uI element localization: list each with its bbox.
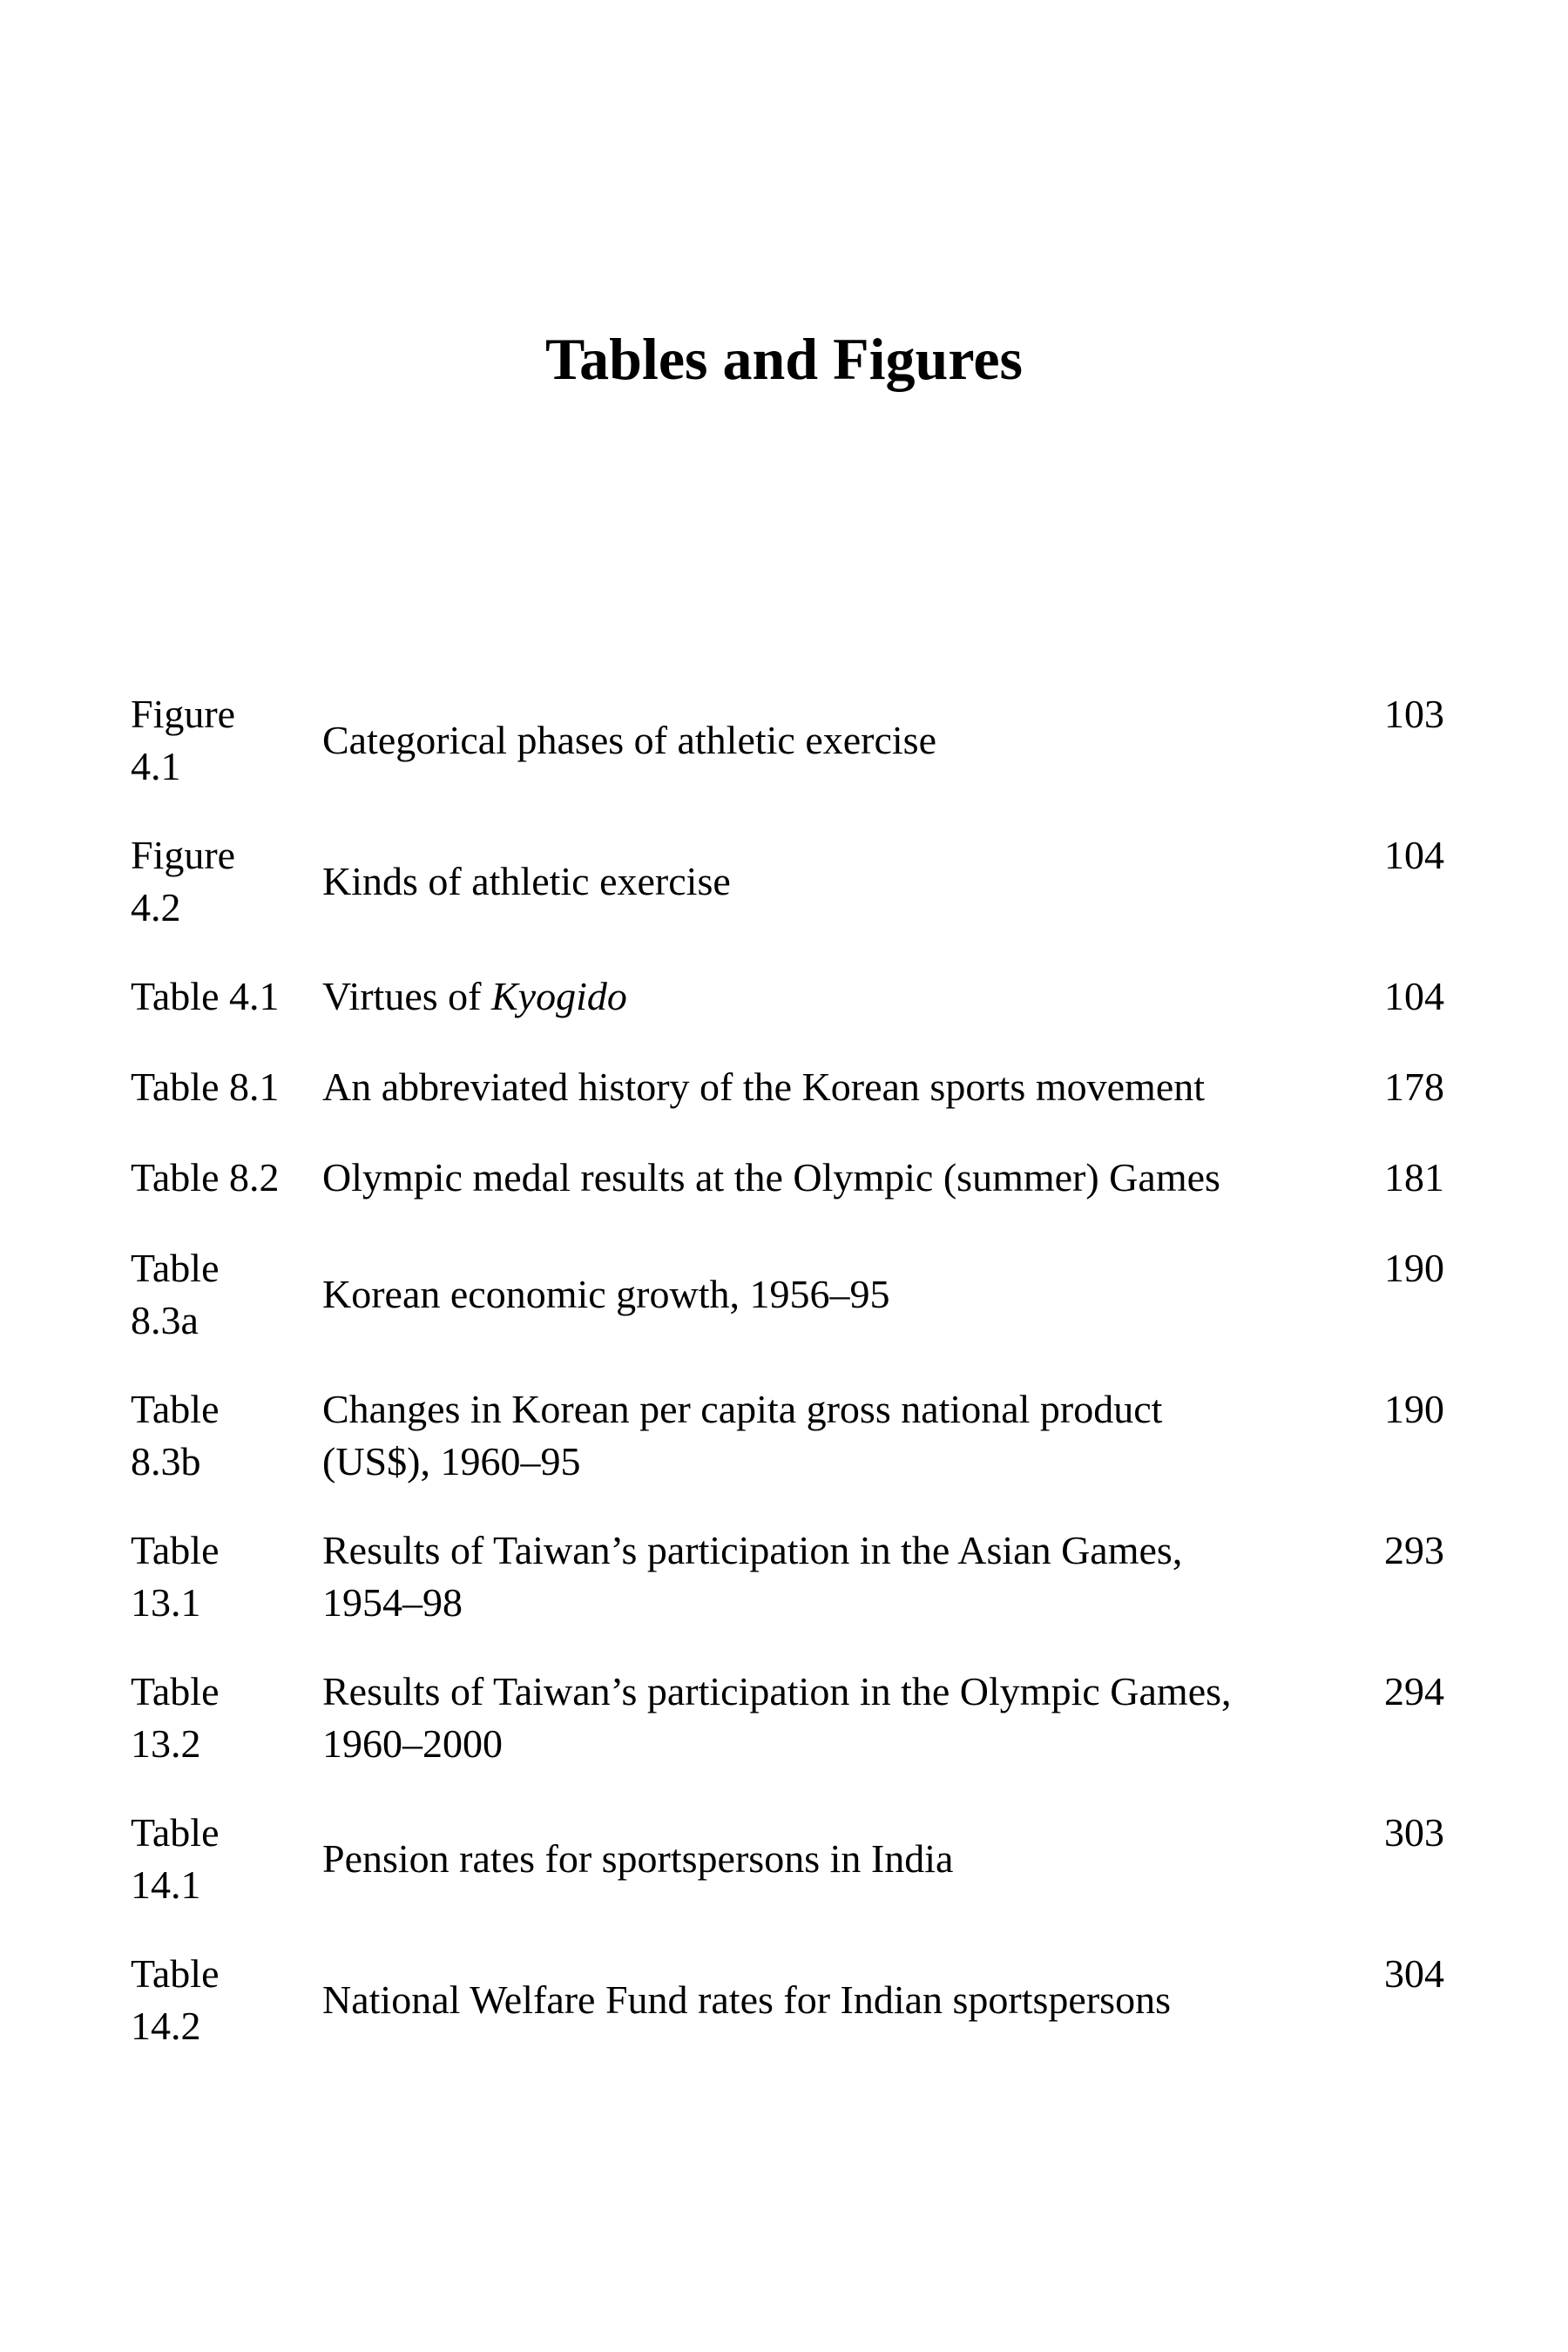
entry-label-number: 14.2 <box>131 2004 201 2048</box>
entry-description-line-2: 1960–2000 <box>322 1721 503 1766</box>
entry-page-number: 293 <box>1384 1528 1444 1572</box>
entry-label <box>131 1807 322 1911</box>
list-item <box>131 1061 1444 1113</box>
list-item <box>131 829 1444 934</box>
entry-label <box>131 1666 322 1770</box>
entry-page-number: 103 <box>1384 692 1444 736</box>
entry-description-text: Virtues of <box>322 974 491 1018</box>
entry-label-number: 13.1 <box>131 1580 201 1625</box>
entry-label <box>131 1524 322 1629</box>
list-item <box>131 1666 1444 1770</box>
entry-description-line-1: Changes in Korean per capita gross national product <box>322 1387 1163 1431</box>
entry-description: An abbreviated history of the Korean sports movement <box>322 1064 1206 1109</box>
list-item <box>131 688 1444 793</box>
list-item <box>131 1383 1444 1488</box>
entry-label <box>131 1242 322 1347</box>
entry-page-number: 190 <box>1384 1246 1444 1290</box>
entry-description: Kinds of athletic exercise <box>322 859 731 903</box>
entry-description <box>322 970 1366 1023</box>
entry-label-number: 4.2 <box>131 885 181 929</box>
entry-label <box>131 688 322 793</box>
entry-label-type: Table <box>131 1810 220 1855</box>
entry-label-type: Table <box>131 1387 220 1431</box>
entry-label <box>131 1383 322 1488</box>
entry-page-number: 294 <box>1384 1669 1444 1713</box>
entry-description: National Welfare Fund rates for Indian sportspersons <box>322 1977 1171 2022</box>
entry-page-number: 178 <box>1384 1064 1444 1109</box>
entry-description: Pension rates for sportspersons in India <box>322 1836 954 1881</box>
entry-label-number: 4.1 <box>131 744 181 788</box>
entry-label-type: Table <box>131 1528 220 1572</box>
entry-description <box>322 1524 1366 1629</box>
list-item <box>131 1242 1444 1347</box>
entry-label-number: 8.3b <box>131 1439 201 1484</box>
list-item <box>131 1807 1444 1911</box>
tables-and-figures-list <box>131 688 1444 2089</box>
entry-description-line-1: Results of Taiwan’s participation in the Olympic Games, <box>322 1669 1232 1713</box>
entry-page-number: 181 <box>1384 1155 1444 1200</box>
entry-description-line-1: Results of Taiwan’s participation in the Asian Games, <box>322 1528 1183 1572</box>
entry-description <box>322 1383 1366 1488</box>
entry-description: Categorical phases of athletic exercise <box>322 718 937 762</box>
entry-description-italic: Kyogido <box>490 974 627 1018</box>
entry-page-number: 304 <box>1384 1951 1444 1996</box>
entry-description-line-2: 1954–98 <box>322 1580 463 1625</box>
entry-page-number: 104 <box>1384 833 1444 877</box>
entry-label-type: Table <box>131 1951 220 1996</box>
entry-label <box>131 1948 322 2052</box>
list-item <box>131 970 1444 1023</box>
entry-label-type: Table <box>131 1246 220 1290</box>
entry-label: Table 4.1 <box>131 974 280 1018</box>
entry-label-number: 13.2 <box>131 1721 201 1766</box>
entry-page-number: 104 <box>1384 974 1444 1018</box>
list-item <box>131 1152 1444 1204</box>
entry-label-type: Figure <box>131 692 236 736</box>
entry-description-line-2: (US$), 1960–95 <box>322 1439 581 1484</box>
entry-page-number: 190 <box>1384 1387 1444 1431</box>
page-title: Tables and Figures <box>545 326 1023 392</box>
entry-label-number: 14.1 <box>131 1862 201 1907</box>
list-item <box>131 1948 1444 2052</box>
entry-label: Table 8.2 <box>131 1155 280 1200</box>
entry-label-type: Table <box>131 1669 220 1713</box>
entry-label-type: Figure <box>131 833 236 877</box>
entry-page-number: 303 <box>1384 1810 1444 1855</box>
entry-label-number: 8.3a <box>131 1298 199 1342</box>
entry-description: Korean economic growth, 1956–95 <box>322 1272 890 1316</box>
list-item <box>131 1524 1444 1629</box>
entry-label <box>131 829 322 934</box>
entry-label: Table 8.1 <box>131 1064 280 1109</box>
entry-description: Olympic medal results at the Olympic (summer) Games <box>322 1155 1220 1200</box>
entry-description <box>322 1666 1366 1770</box>
